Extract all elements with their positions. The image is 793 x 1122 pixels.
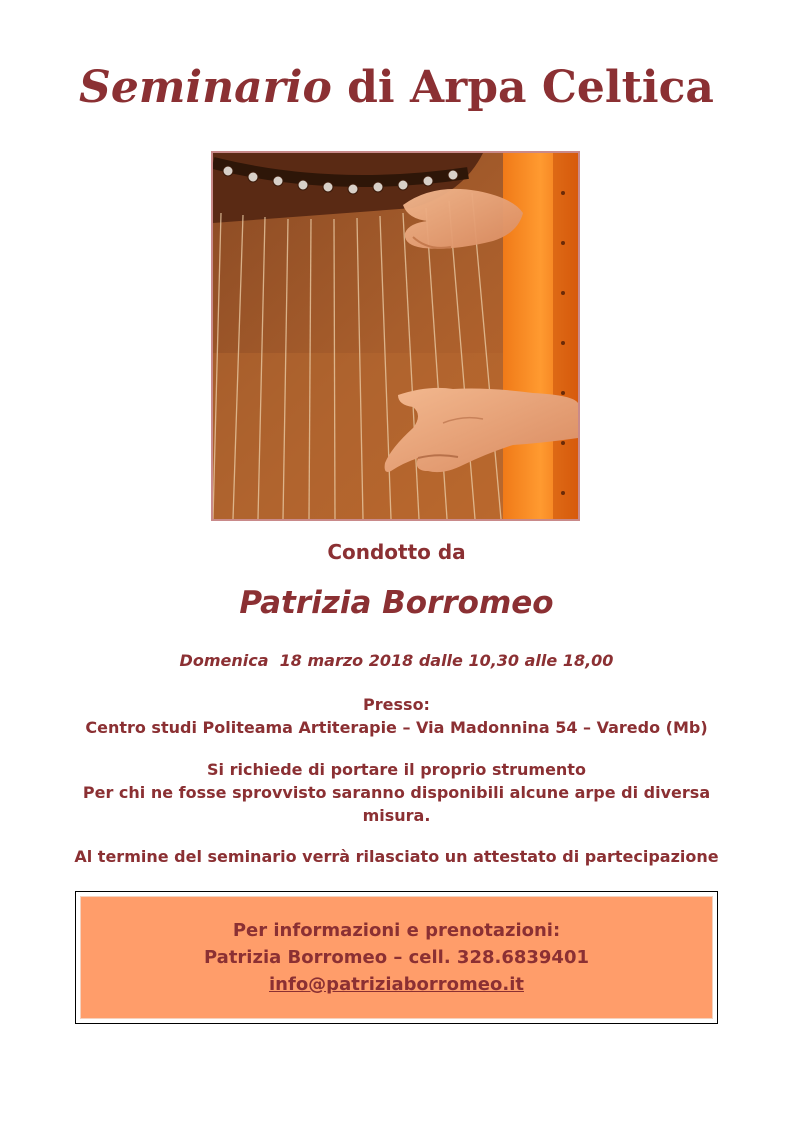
notes-block bbox=[80, 758, 713, 827]
harp-photo-illustration bbox=[213, 153, 578, 519]
contact-panel bbox=[80, 896, 713, 1019]
contact-heading: Per informazioni e prenotazioni: bbox=[232, 920, 561, 941]
contact-phone: Patrizia Borromeo – cell. 328.6839401 bbox=[203, 947, 590, 968]
certificate-note: Al termine del seminario verrà rilasciato un attestato di partecipazione bbox=[74, 847, 719, 866]
title-italic: Seminario bbox=[79, 62, 332, 113]
presenter-name: Patrizia Borromeo bbox=[239, 585, 554, 621]
conducted-by-label: Condotto da bbox=[327, 540, 466, 564]
harp-photo bbox=[211, 151, 580, 521]
venue-block bbox=[80, 693, 713, 739]
contact-box bbox=[75, 891, 718, 1024]
page-title bbox=[0, 62, 793, 113]
event-date: Domenica 18 marzo 2018 dalle 10,30 alle 18,00 bbox=[179, 651, 614, 670]
instrument-note: Si richiede di portare il proprio strumento bbox=[207, 760, 586, 779]
venue-address: Centro studi Politeama Artiterapie – Via Madonnina 54 – Varedo (Mb) bbox=[85, 718, 708, 737]
title-rest: di Arpa Celtica bbox=[331, 62, 714, 113]
contact-email-link[interactable]: info@patriziaborromeo.it bbox=[269, 974, 524, 995]
venue-label: Presso: bbox=[363, 695, 430, 714]
rental-note: Per chi ne fosse sprovvisto saranno disponibili alcune arpe di diversa misura. bbox=[82, 783, 711, 825]
